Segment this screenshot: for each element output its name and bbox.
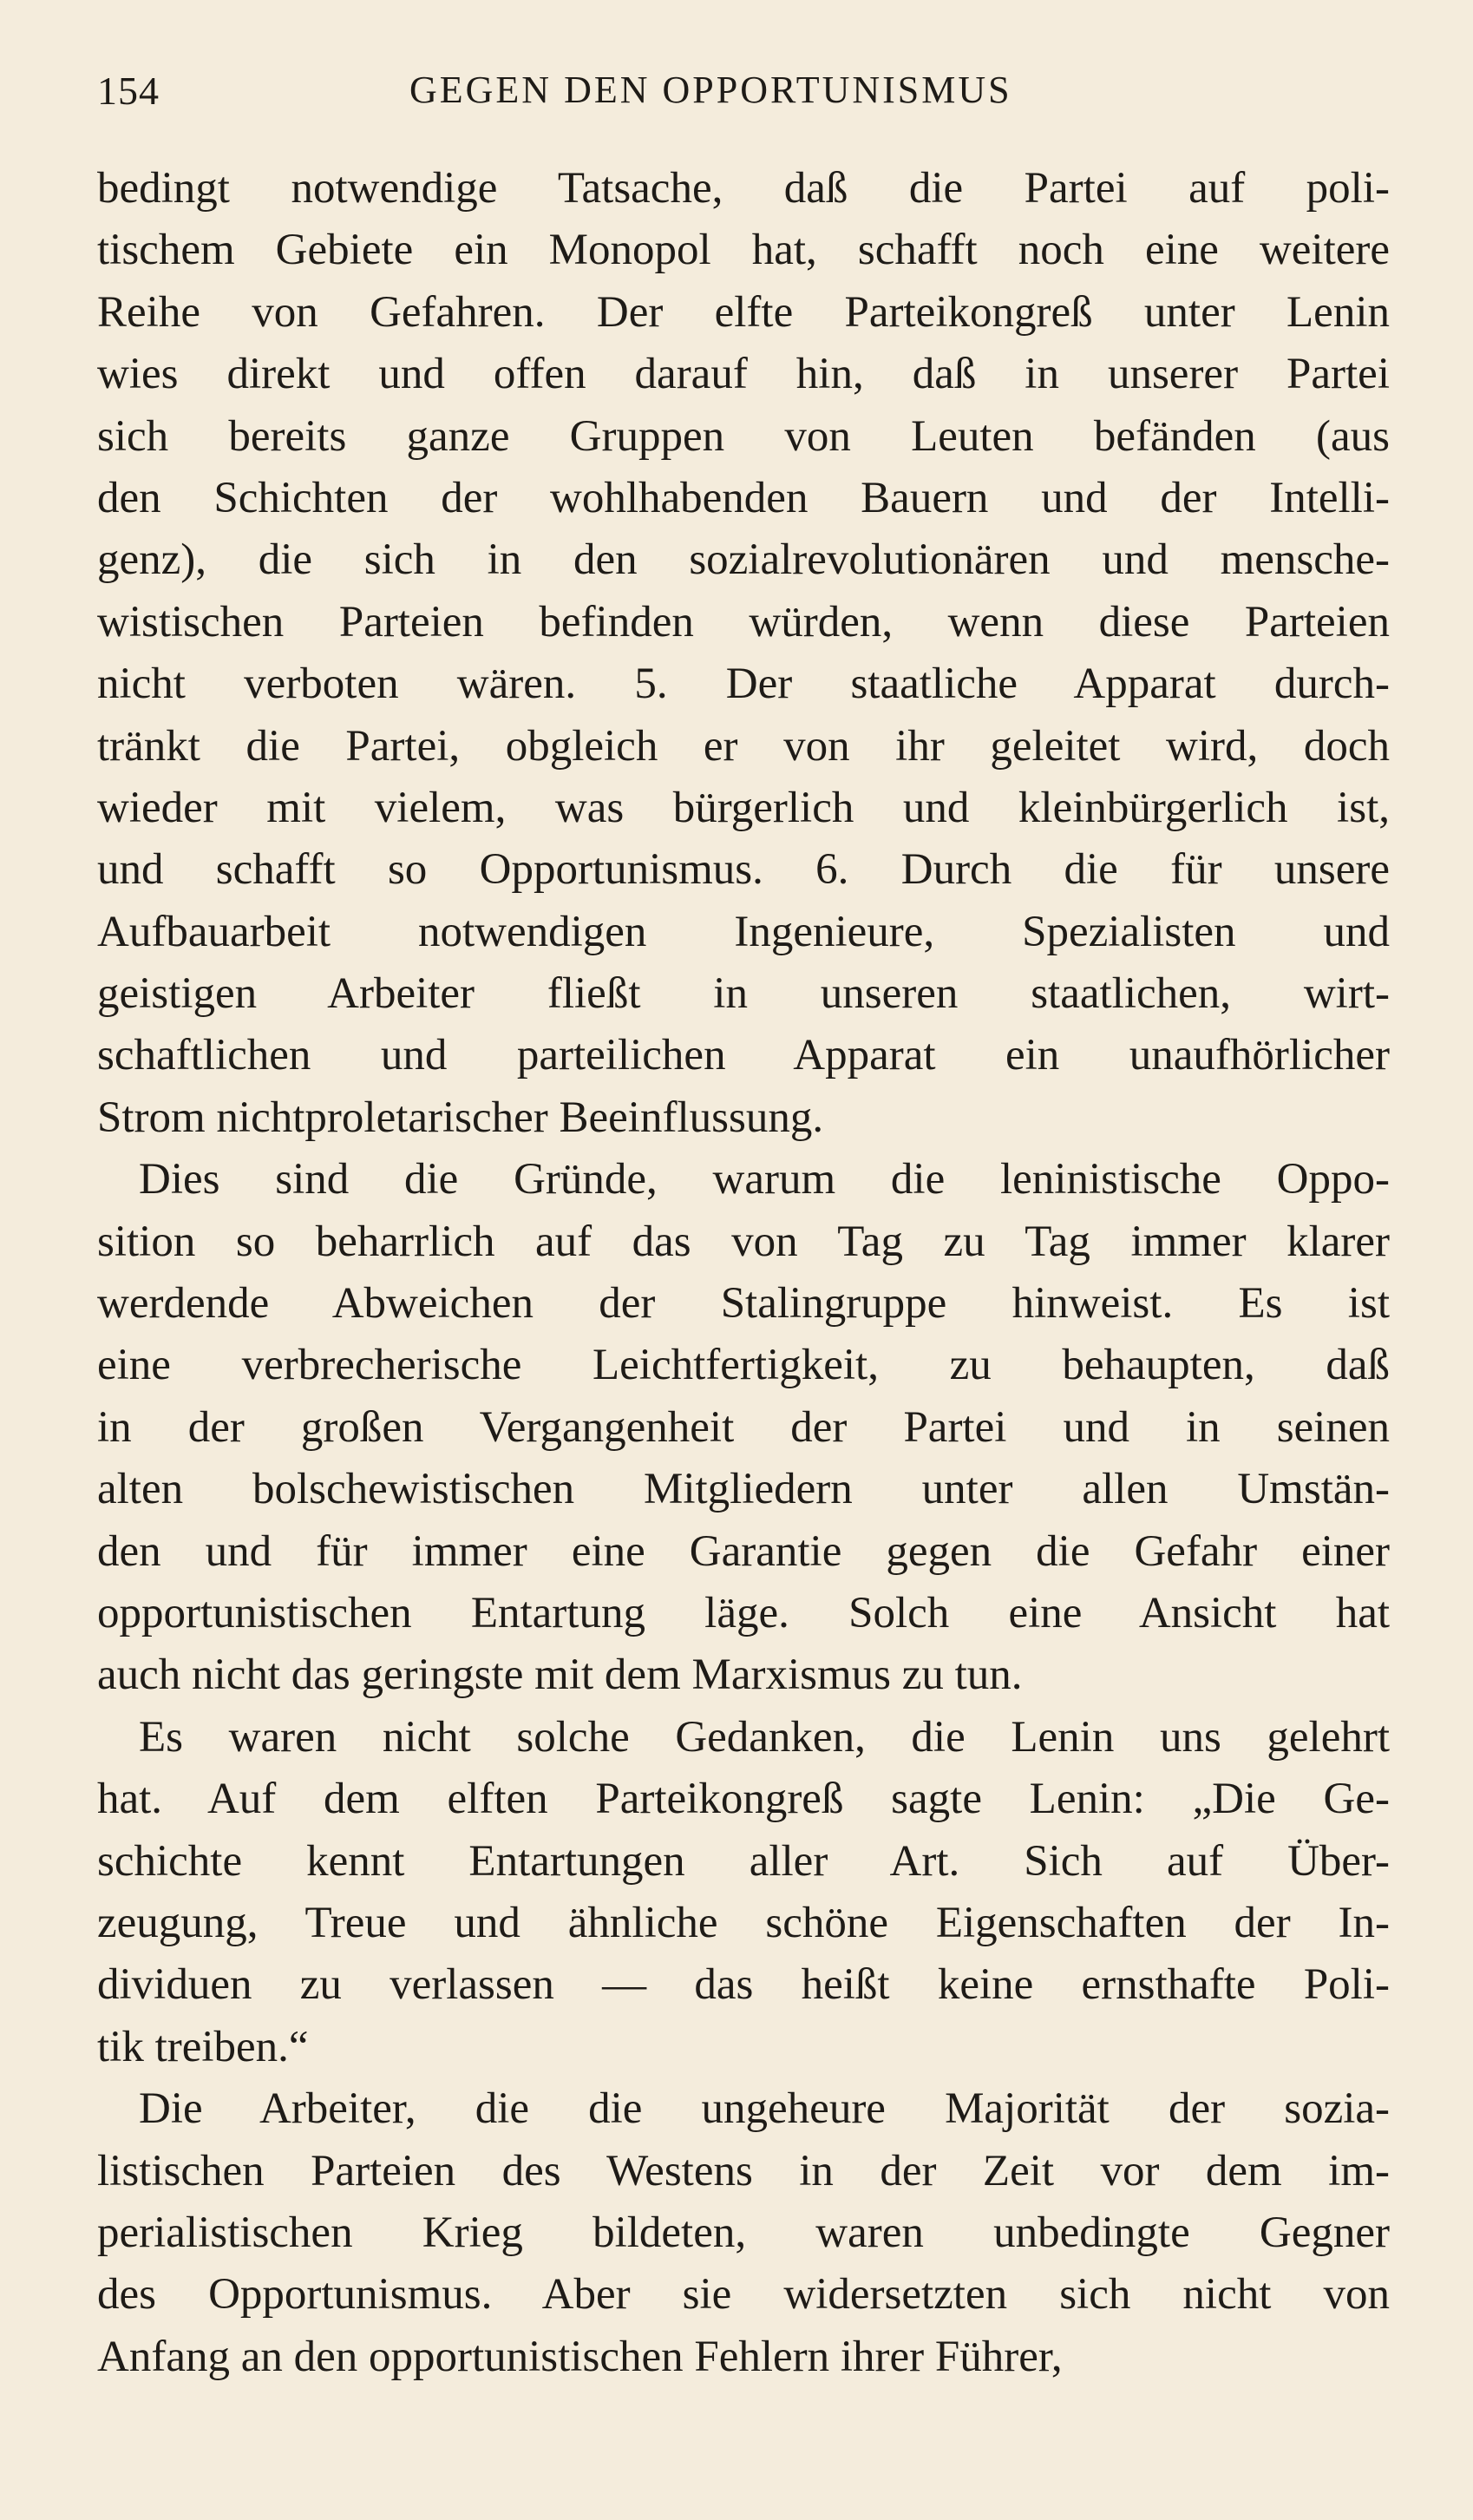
text-line: hat. Auf dem elften Parteikongreß sagte Lenin: „Die Ge- bbox=[97, 1775, 1390, 1824]
text-line: nicht verboten wären. 5. Der staatliche Apparat durch- bbox=[97, 660, 1390, 709]
text-line: wistischen Parteien befinden würden, wenn diese Parteien bbox=[97, 597, 1390, 646]
text-line: sition so beharrlich auf das von Tag zu Tag immer klarer bbox=[97, 1217, 1390, 1266]
text-line: tik treiben.“ bbox=[97, 2022, 309, 2071]
text-line: in der großen Vergangenheit der Partei und in seinen bbox=[97, 1402, 1390, 1452]
text-line: auch nicht das geringste mit dem Marxismus zu tun. bbox=[97, 1650, 1023, 1700]
text-line: Dies sind die Gründe, warum die leninistische Oppo- bbox=[139, 1155, 1390, 1204]
text-line: des Opportunismus. Aber sie widersetzten sich nicht von bbox=[97, 2270, 1390, 2320]
text-line: und schafft so Opportunismus. 6. Durch die für unsere bbox=[97, 845, 1390, 895]
text-line: Anfang an den opportunistischen Fehlern ihrer Führer, bbox=[97, 2332, 1063, 2381]
text-line: Die Arbeiter, die die ungeheure Majorität der sozia- bbox=[139, 2084, 1390, 2134]
text-line: Aufbauarbeit notwendigen Ingenieure, Spezialisten und bbox=[97, 907, 1390, 956]
text-line: geistigen Arbeiter fließt in unseren staatlichen, wirt- bbox=[97, 969, 1390, 1019]
text-line: den Schichten der wohlhabenden Bauern und der Intelli- bbox=[97, 473, 1390, 522]
text-line: sich bereits ganze Gruppen von Leuten befänden (aus bbox=[97, 411, 1390, 461]
text-line: eine verbrecherische Leichtfertigkeit, zu behaupten, daß bbox=[97, 1341, 1390, 1390]
text-line: alten bolschewistischen Mitgliedern unter allen Umstän- bbox=[97, 1465, 1390, 1514]
text-line: genz), die sich in den sozialrevolutionären und mensche- bbox=[97, 535, 1390, 585]
body-text bbox=[97, 158, 1390, 2388]
text-line: listischen Parteien des Westens in der Zeit vor dem im- bbox=[97, 2146, 1390, 2195]
text-line: opportunistischen Entartung läge. Solch eine Ansicht hat bbox=[97, 1588, 1390, 1637]
text-line: tischem Gebiete ein Monopol hat, schafft noch eine weitere bbox=[97, 226, 1390, 275]
text-line: bedingt notwendige Tatsache, daß die Partei auf poli- bbox=[97, 164, 1390, 213]
page-header bbox=[97, 68, 1381, 128]
text-line: Strom nichtproletarischer Beeinflussung. bbox=[97, 1093, 824, 1142]
text-line: zeugung, Treue und ähnliche schöne Eigenschaften der In- bbox=[97, 1898, 1390, 1947]
paragraph-2 bbox=[97, 1149, 1390, 1707]
text-line: schichte kennt Entartungen aller Art. Sich auf Über- bbox=[97, 1836, 1390, 1886]
text-line: schaftlichen und parteilichen Apparat ein unaufhörlicher bbox=[97, 1031, 1390, 1080]
text-line: Reihe von Gefahren. Der elfte Parteikongreß unter Lenin bbox=[97, 287, 1390, 337]
paragraph-1 bbox=[97, 158, 1390, 1149]
text-line: perialistischen Krieg bildeten, waren unbedingte Gegner bbox=[97, 2208, 1390, 2257]
text-line: wies direkt und offen darauf hin, daß in unserer Partei bbox=[97, 350, 1390, 399]
page-number: 154 bbox=[97, 69, 160, 113]
text-line: tränkt die Partei, obgleich er von ihr geleitet wird, doch bbox=[97, 721, 1390, 771]
text-line: wieder mit vielem, was bürgerlich und kleinbürgerlich ist, bbox=[97, 783, 1390, 832]
text-line: dividuen zu verlassen — das heißt keine ernsthafte Poli- bbox=[97, 1960, 1390, 2010]
text-line: Es waren nicht solche Gedanken, die Lenin uns gelehrt bbox=[139, 1712, 1390, 1762]
running-title: GEGEN DEN OPPORTUNISMUS bbox=[409, 69, 1012, 111]
paragraph-4 bbox=[97, 2078, 1390, 2388]
paragraph-3 bbox=[97, 1707, 1390, 2078]
text-line: werdende Abweichen der Stalingruppe hinweist. Es ist bbox=[97, 1279, 1390, 1329]
text-line: den und für immer eine Garantie gegen die Gefahr einer bbox=[97, 1526, 1390, 1576]
